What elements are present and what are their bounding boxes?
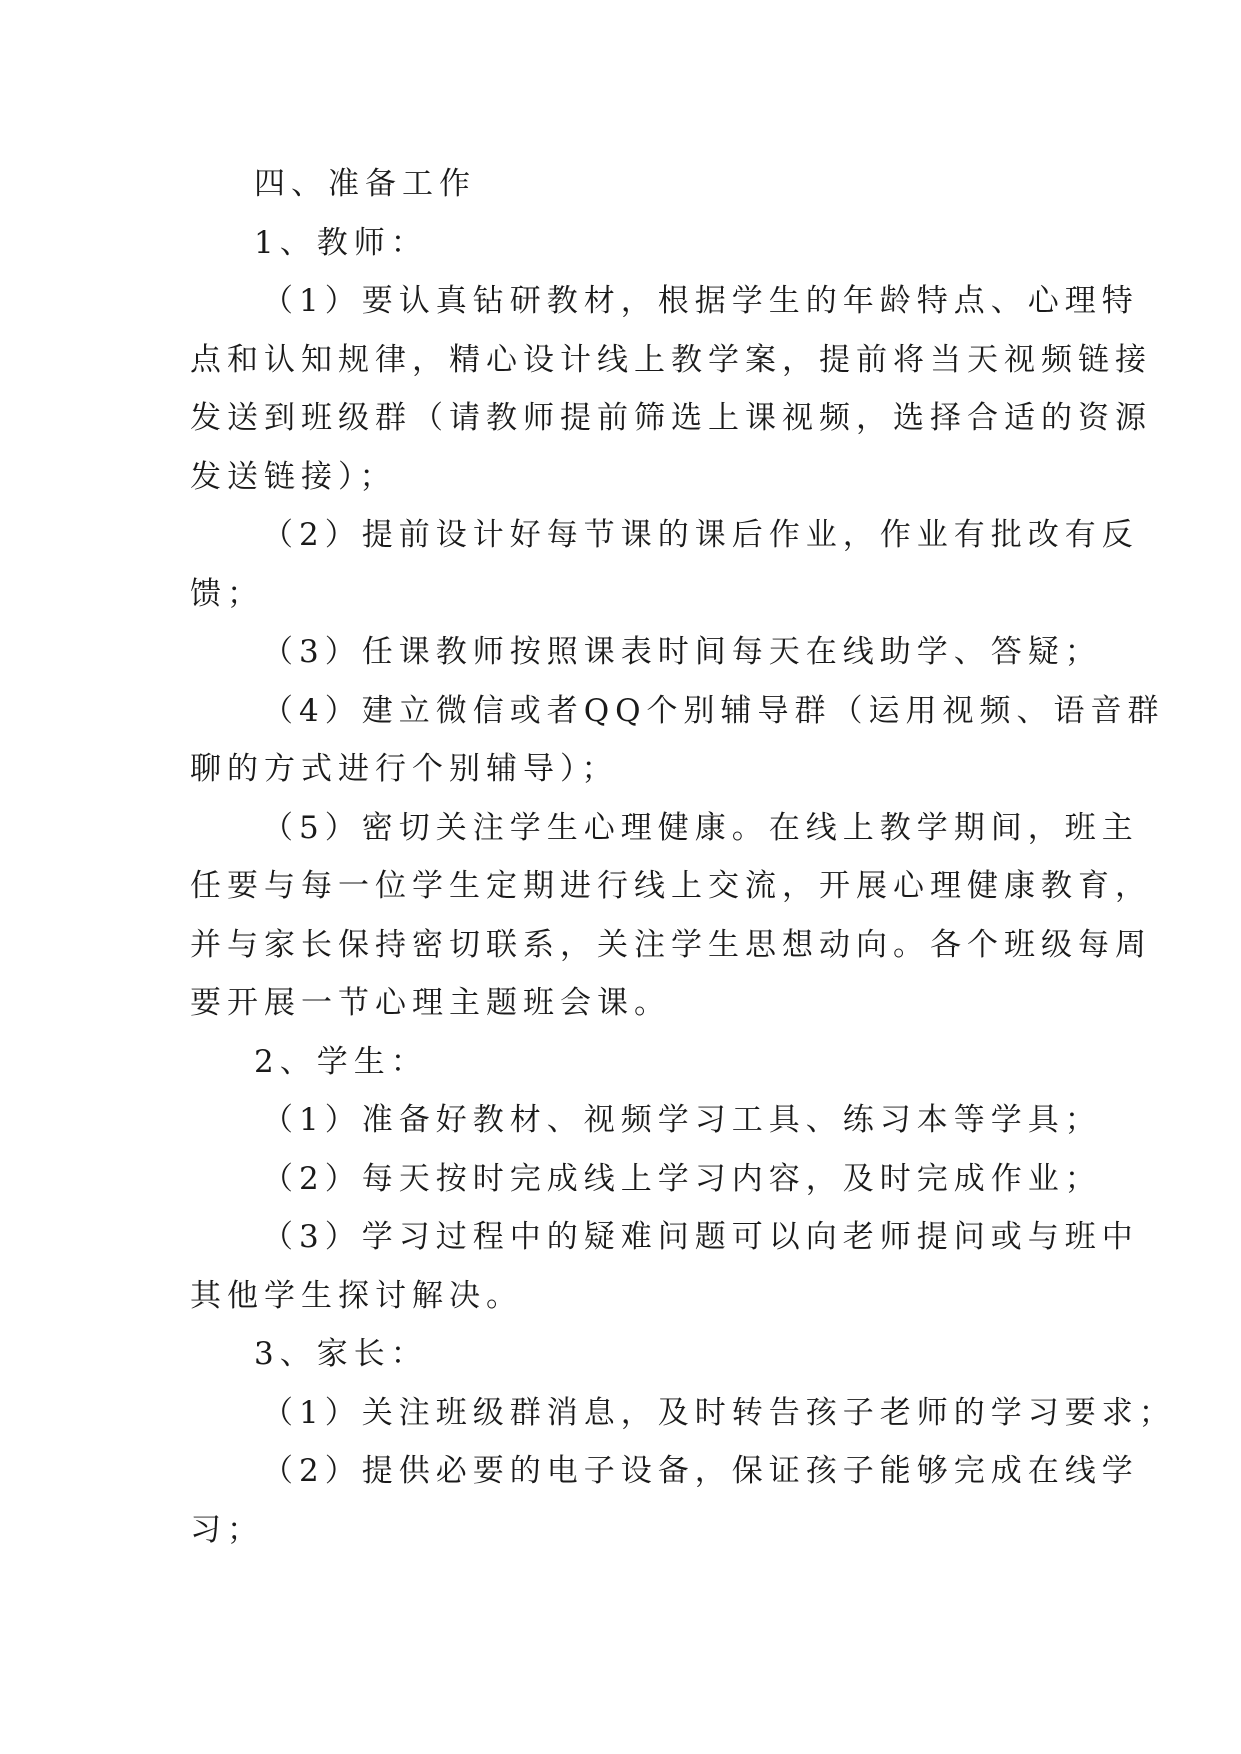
paragraph-line: （2）提供必要的电子设备，保证孩子能够完成在线学 [262, 1453, 1139, 1489]
paragraph-line: 发送到班级群（请教师提前筛选上课视频，选择合适的资源 [190, 400, 1152, 436]
paragraph-line: （1）准备好教材、视频学习工具、练习本等学具； [262, 1102, 1102, 1138]
subsection-heading-students: 2、学生： [254, 1043, 428, 1080]
subsection-heading-teachers: 1、教师： [254, 224, 428, 261]
paragraph-line: （3）学习过程中的疑难问题可以向老师提问或与班中 [262, 1219, 1139, 1255]
paragraph-line: （2）提前设计好每节课的课后作业，作业有批改有反 [262, 517, 1139, 553]
paragraph-line: 聊的方式进行个别辅导）； [190, 751, 619, 787]
document-body [190, 155, 1176, 1559]
section-heading: 四、准备工作 [254, 166, 476, 202]
subsection-heading-parents: 3、家长： [254, 1336, 428, 1372]
paragraph-line: （4）建立微信或者QQ个别辅导群（运用视频、语音群 [262, 692, 1165, 729]
paragraph-line: （1）要认真钻研教材，根据学生的年龄特点、心理特 [262, 283, 1139, 319]
paragraph-line: （3）任课教师按照课表时间每天在线助学、答疑； [262, 634, 1102, 670]
paragraph-line: 要开展一节心理主题班会课。 [190, 985, 671, 1021]
paragraph-line: 馈； [190, 575, 264, 612]
paragraph-line: （2）每天按时完成线上学习内容，及时完成作业； [262, 1160, 1102, 1197]
paragraph-line: 发送链接）； [190, 458, 397, 495]
paragraph-line: 其他学生探讨解决。 [190, 1277, 523, 1314]
paragraph-line: 并与家长保持密切联系，关注学生思想动向。各个班级每周 [190, 926, 1152, 963]
paragraph-line: 任要与每一位学生定期进行线上交流，开展心理健康教育， [190, 868, 1152, 904]
paragraph-line: 习； [190, 1511, 264, 1548]
paragraph-line: （1）关注班级群消息，及时转告孩子老师的学习要求； [262, 1394, 1176, 1431]
paragraph-line: 点和认知规律，精心设计线上教学案，提前将当天视频链接 [190, 341, 1152, 378]
paragraph-line: （5）密切关注学生心理健康。在线上教学期间，班主 [262, 809, 1139, 846]
